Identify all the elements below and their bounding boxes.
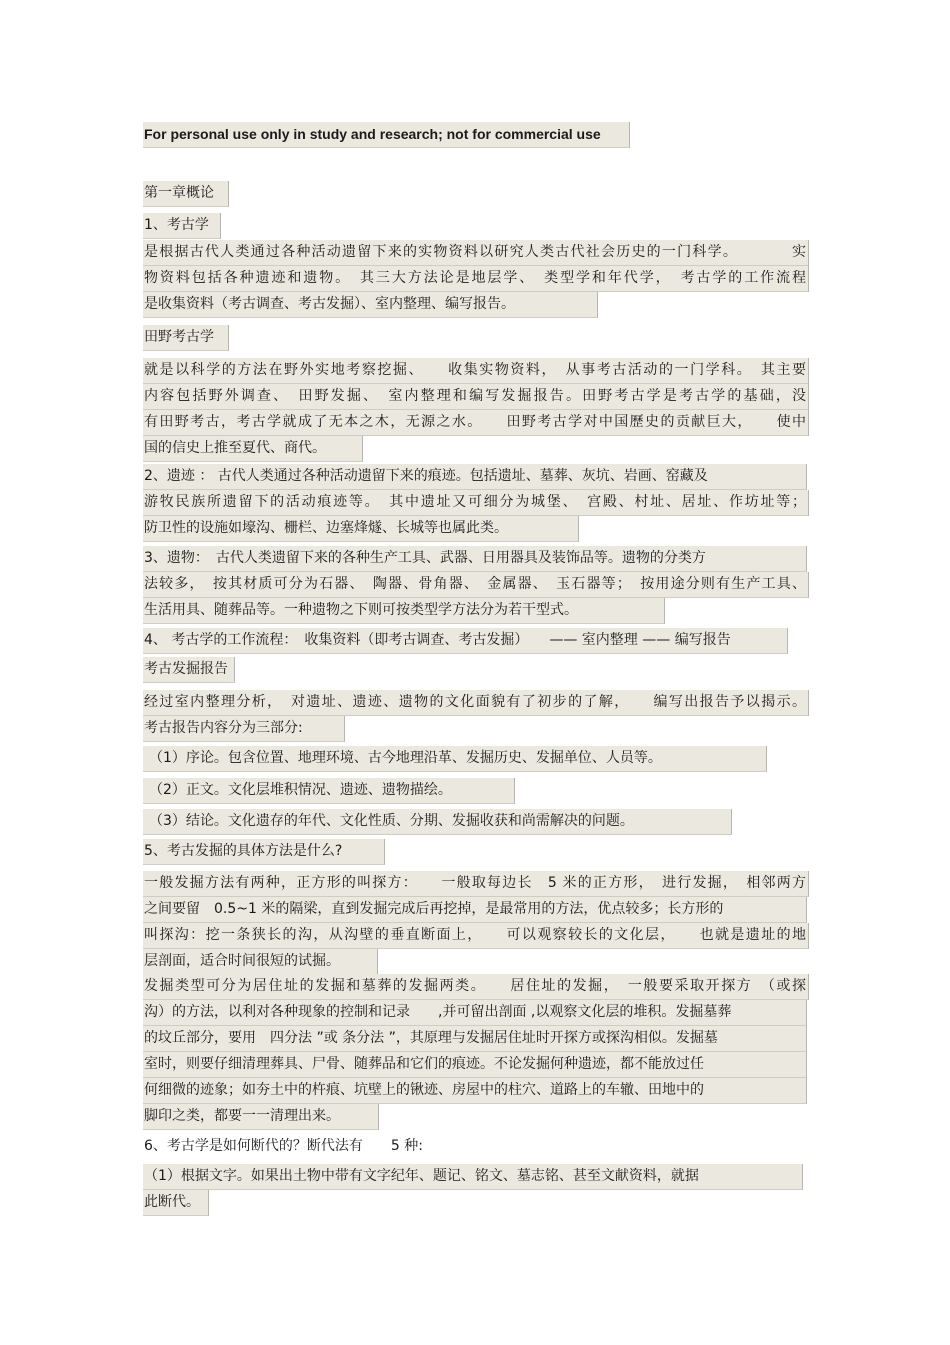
- paragraph-line: 生活用具、随葬品等。一种遗物之下则可按类型学方法分为若干型式。: [143, 598, 665, 624]
- list-item: （3）结论。文化遗存的年代、文化性质、分期、发掘收获和尚需解决的问题。: [143, 809, 732, 835]
- section-heading: 田野考古学: [143, 325, 229, 351]
- paragraph-line: 国的信史上推至夏代、商代。: [143, 436, 363, 462]
- section-heading: 1、考古学: [143, 213, 221, 239]
- section-dating: [143, 1134, 803, 1216]
- paragraph-line: 考古报告内容分为三部分:: [143, 716, 345, 742]
- paragraph-line: 的坟丘部分，要用 四分法 ”或 条分法 ”，其原理与发掘居住址时开探方或探沟相似。发掘墓: [143, 1026, 807, 1052]
- paragraph-line: 层剖面，适合时间很短的试掘。: [143, 949, 378, 975]
- section-heading: 考古发掘报告: [143, 657, 235, 683]
- section-remains: [143, 464, 809, 542]
- report-part-3: [143, 809, 732, 835]
- chapter-title: 第一章概论: [143, 181, 229, 207]
- paragraph-line: 脚印之类，都要一一清理出来。: [143, 1104, 379, 1130]
- paragraph-line: 4、 考古学的工作流程： 收集资料（即考古调查、考古发掘） —— 室内整理 —— 编写报告: [143, 628, 788, 654]
- section-heading: 5、考古发掘的具体方法是什么?: [143, 839, 385, 865]
- section-excavation-methods: [143, 839, 809, 975]
- paragraph-line: 游牧民族所遗留下的活动痕迹等。 其中遗址又可细分为城堡、 宫殿、村址、居址、作坊址等；: [143, 490, 809, 516]
- paragraph-line: 3、遗物： 古代人类遗留下来的各种生产工具、武器、日用器具及装饰品等。遗物的分类方: [143, 546, 807, 572]
- section-workflow: [143, 628, 788, 654]
- paragraph-line: 何细微的迹象；如夯土中的杵痕、坑壁上的锹迹、房屋中的柱穴、道路上的车辙、田地中的: [143, 1078, 807, 1104]
- paragraph-line: 有田野考古，考古学就成了无本之木，无源之水。 田野考古学对中国歷史的贡献巨大， 使中: [143, 410, 809, 436]
- chapter-title-block: [143, 181, 229, 207]
- paragraph-line: 之间要留 0.5~1 米的隔梁，直到发掘完成后再挖掉，是最常用的方法，优点较多；长方形的: [143, 897, 807, 923]
- paragraph-line: 是收集资料（考古调查、考古发掘）、室内整理、编写报告。: [143, 292, 598, 318]
- paragraph-line: 室时，则要仔细清理葬具、尸骨、随葬品和它们的痕迹。不论发掘何种遗迹，都不能放过任: [143, 1052, 807, 1078]
- report-part-1: [143, 746, 767, 772]
- disclaimer-block: [143, 122, 630, 148]
- section-heading: 6、考古学是如何断代的？断代法有 5 种:: [144, 1138, 423, 1154]
- list-item: （1）序论。包含位置、地理环境、古今地理沿革、发掘历史、发掘单位、人员等。: [143, 746, 767, 772]
- paragraph-line: 经过室内整理分析， 对遗址、遗迹、遗物的文化面貌有了初步的了解， 编写出报告予以揭示。: [143, 690, 809, 716]
- section-relics: [143, 546, 809, 624]
- paragraph-line: 沟）的方法，以利对各种现象的控制和记录 ,并可留出剖面 ,以观察文化层的堆积。发掘墓葬: [143, 1000, 807, 1026]
- paragraph-line: 是根据古代人类通过各种活动遗留下来的实物资料以研究人类古代社会历史的一门科学。 实: [143, 240, 809, 266]
- paragraph-line: 叫探沟：挖一条狭长的沟，从沟壁的垂直断面上， 可以观察较长的文化层， 也就是遗址的地: [143, 923, 809, 949]
- paragraph-line: 就是以科学的方法在野外实地考察挖掘、 收集实物资料， 从事考古活动的一门学科。 其主要: [143, 358, 809, 384]
- section-field-archaeology: [143, 325, 809, 462]
- paragraph-line: 物资料包括各种遗迹和遗物。 其三大方法论是地层学、 类型学和年代学， 考古学的工作流程: [143, 266, 809, 292]
- list-item: （2）正文。文化层堆积情况、遗迹、遗物描绘。: [143, 778, 515, 804]
- paragraph-line: 内容包括野外调查、 田野发掘、 室内整理和编写发掘报告。田野考古学是考古学的基础，没: [143, 384, 809, 410]
- paragraph-line: 法较多， 按其材质可分为石器、 陶器、骨角器、 金属器、 玉石器等； 按用途分则有生产工具、: [143, 572, 809, 598]
- paragraph-line: 2、遗迹 ： 古代人类通过各种活动遗留下来的痕迹。包括遗址、墓葬、灰坑、岩画、窑藏及: [143, 464, 807, 490]
- section-report: [143, 657, 809, 742]
- paragraph-line: 一般发掘方法有两种，正方形的叫探方： 一般取每边长 5 米的正方形， 进行发掘， 相邻两方: [143, 871, 809, 897]
- paragraph-line: 此断代。: [143, 1190, 209, 1216]
- report-part-2: [143, 778, 515, 804]
- disclaimer-text: For personal use only in study and research; not for commercial use: [143, 122, 630, 148]
- paragraph-line: （1）根据文字。如果出土物中带有文字纪年、题记、铭文、墓志铭、甚至文献资料，就据: [143, 1164, 803, 1190]
- section-archaeology: [143, 213, 809, 318]
- paragraph-line: 发掘类型可分为居住址的发掘和墓葬的发掘两类。 居住址的发掘， 一般要采取开探方 （或探: [143, 974, 809, 1000]
- section-excavation-types: [143, 974, 809, 1130]
- paragraph-line: 防卫性的设施如壕沟、栅栏、边塞烽燧、长城等也属此类。: [143, 516, 579, 542]
